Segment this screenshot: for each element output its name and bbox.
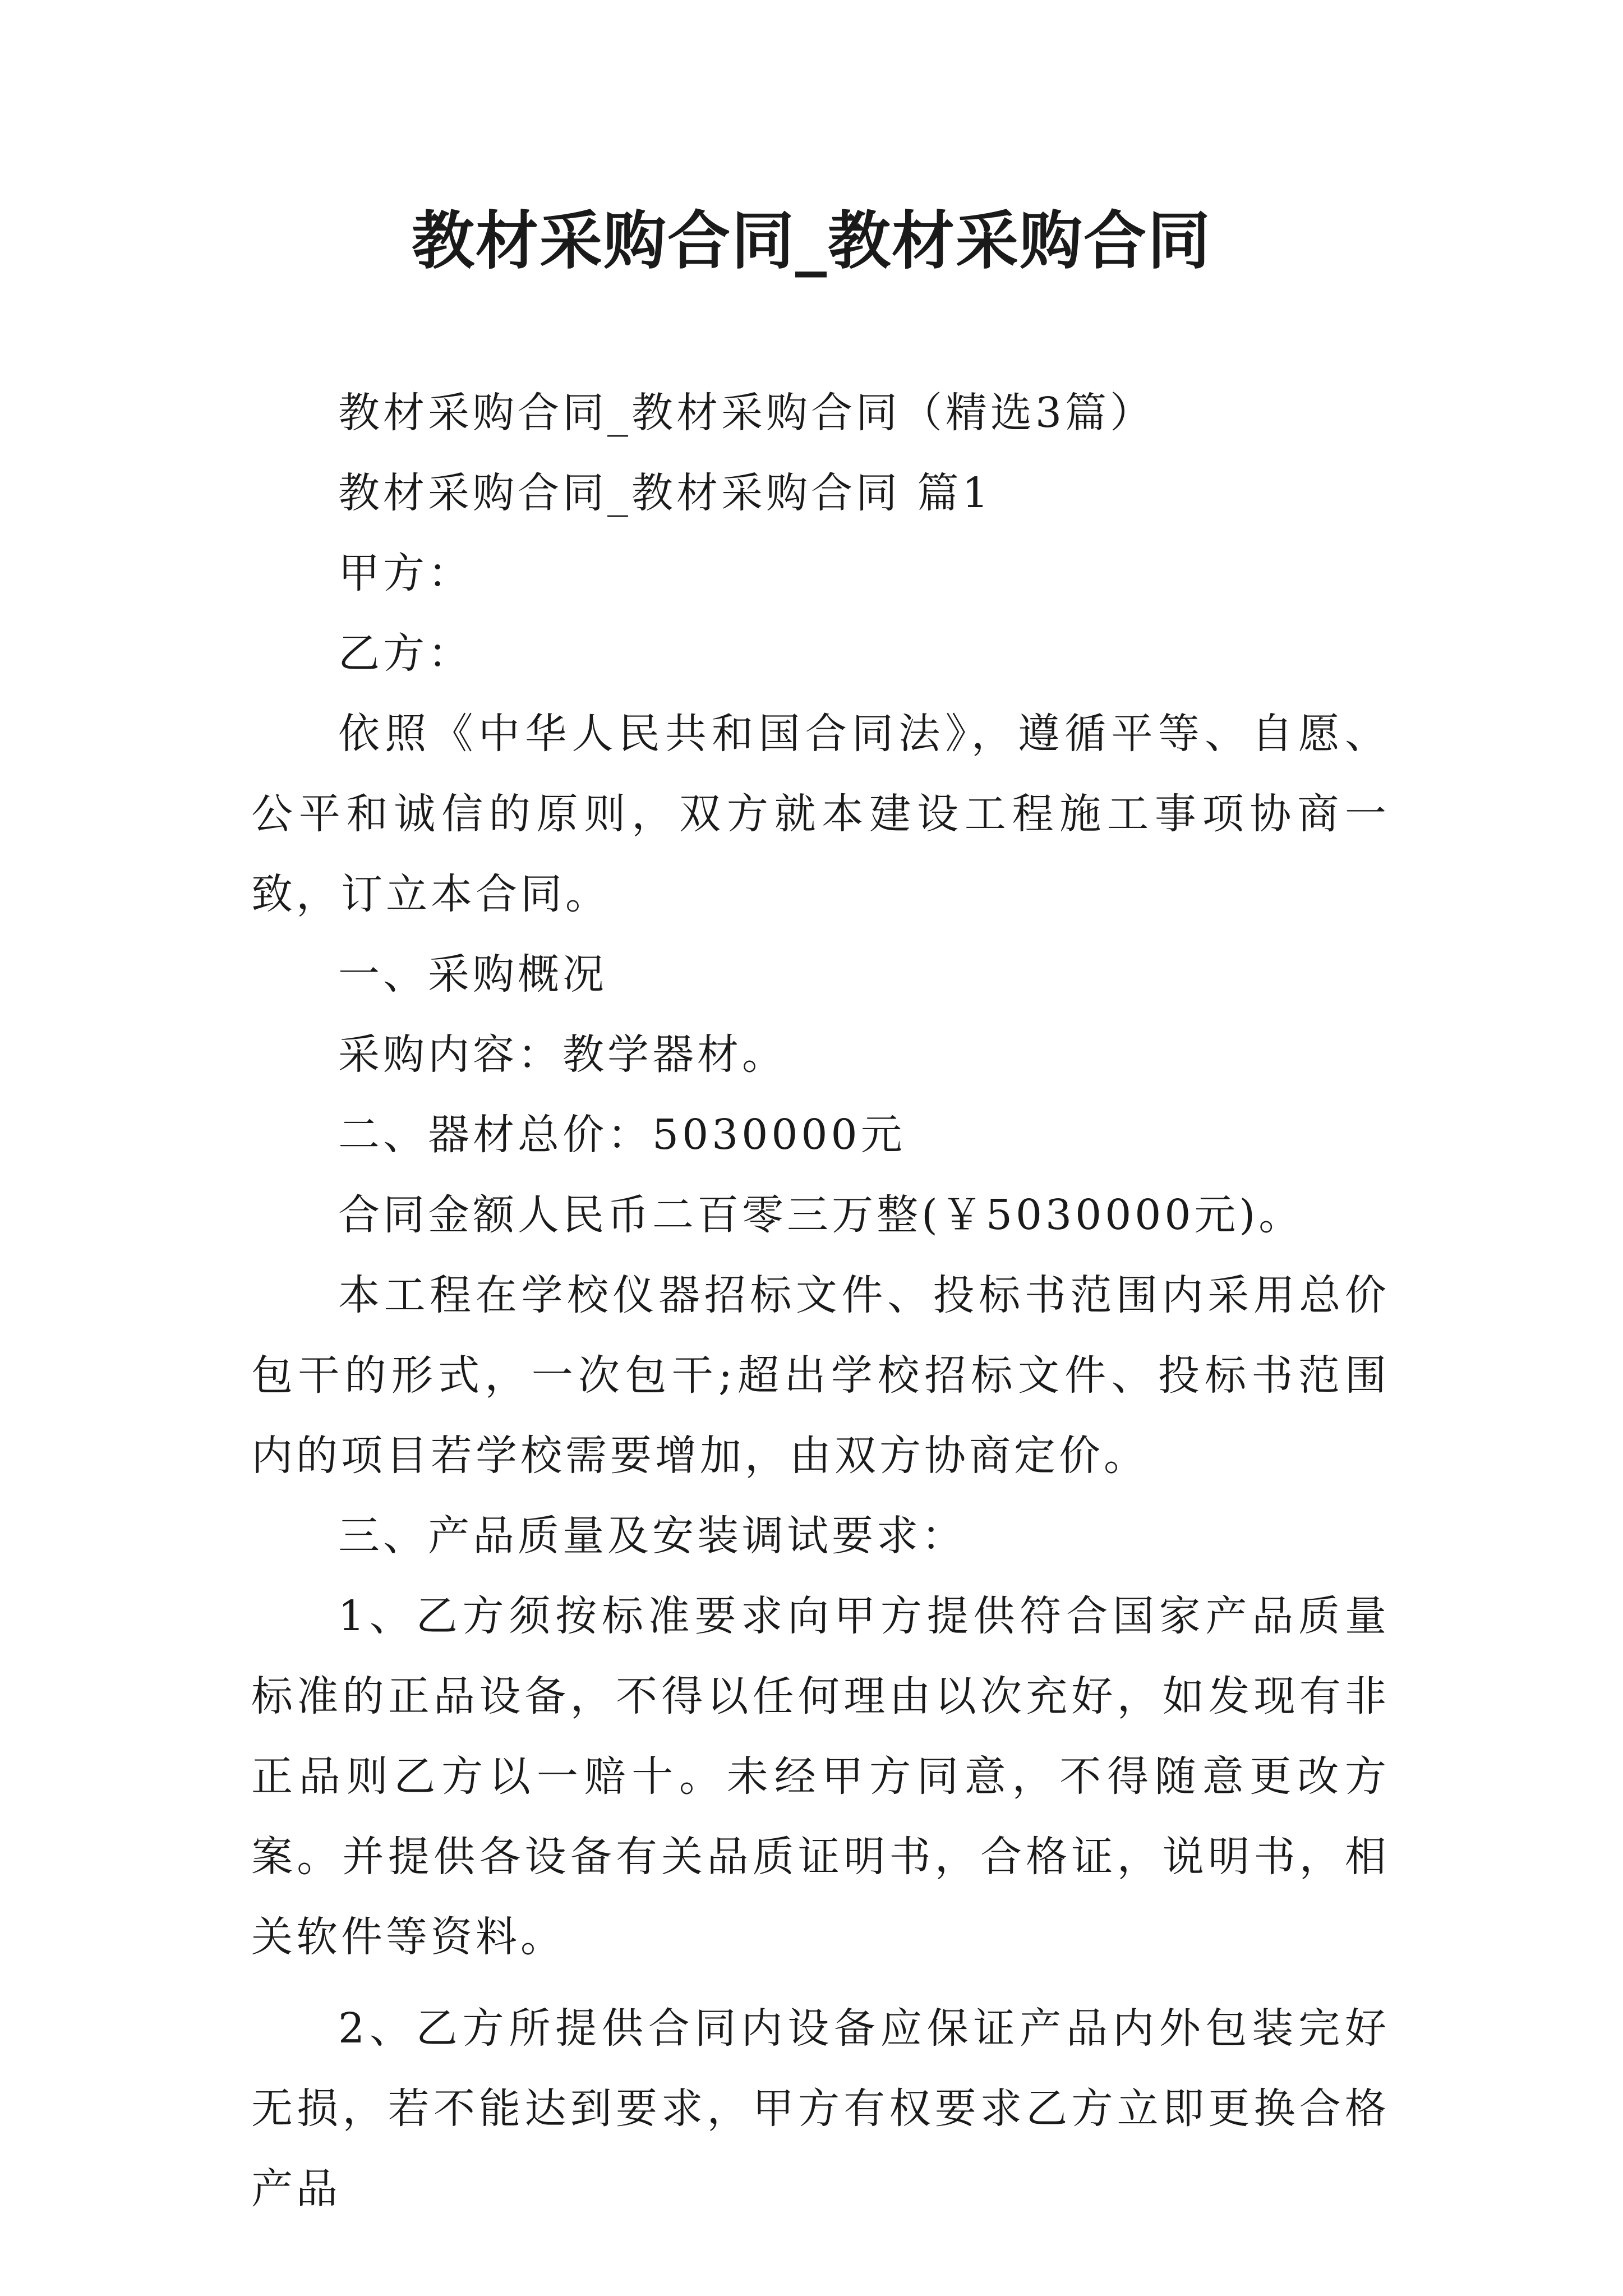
paragraph-subtitle: 教材采购合同_教材采购合同（精选3篇） xyxy=(338,389,1155,437)
paragraph-preamble: 依照《中华人民共和国合同法》，遵循平等、自愿、公平和诚信的原则，双方就本建设工程施工事项协商一致，订立本合同。 xyxy=(251,710,1390,918)
paragraph-clause-2-heading: 二、器材总价：5030000元 xyxy=(338,1111,906,1159)
paragraph-quality-2: 2、乙方所提供合同内设备应保证产品内外包装完好无损，若不能达到要求，甲方有权要求乙方立即更换合格产品 xyxy=(251,2004,1390,2213)
paragraph-party-b: 乙方： xyxy=(338,629,473,678)
paragraph-clause-3-heading: 三、产品质量及安装调试要求： xyxy=(338,1512,966,1560)
paragraph-contract-amount: 合同金额人民币二百零三万整(￥5030000元)。 xyxy=(338,1191,1304,1239)
paragraph-clause-1-heading: 一、采购概况 xyxy=(338,950,607,999)
document-title: 教材采购合同_教材采购合同 xyxy=(412,205,1211,278)
paragraph-quality-1: 1、乙方须按标准要求向甲方提供符合国家产品质量标准的正品设备，不得以任何理由以次充好，如发现有非正品则乙方以一赔十。未经甲方同意，不得随意更改方案。并提供各设备有关品质证明书，合格证，说明书，相关软件等资料。 xyxy=(251,1592,1390,1961)
paragraph-lump-sum: 本工程在学校仪器招标文件、投标书范围内采用总价包干的形式，一次包干;超出学校招标文件、投标书范围内的项目若学校需要增加，由双方协商定价。 xyxy=(251,1271,1390,1480)
paragraph-party-a: 甲方： xyxy=(338,549,473,597)
document-body xyxy=(251,373,1390,2229)
paragraph-purchase-content: 采购内容：教学器材。 xyxy=(338,1030,787,1079)
paragraph-section-heading: 教材采购合同_教材采购合同 篇1 xyxy=(338,469,992,517)
